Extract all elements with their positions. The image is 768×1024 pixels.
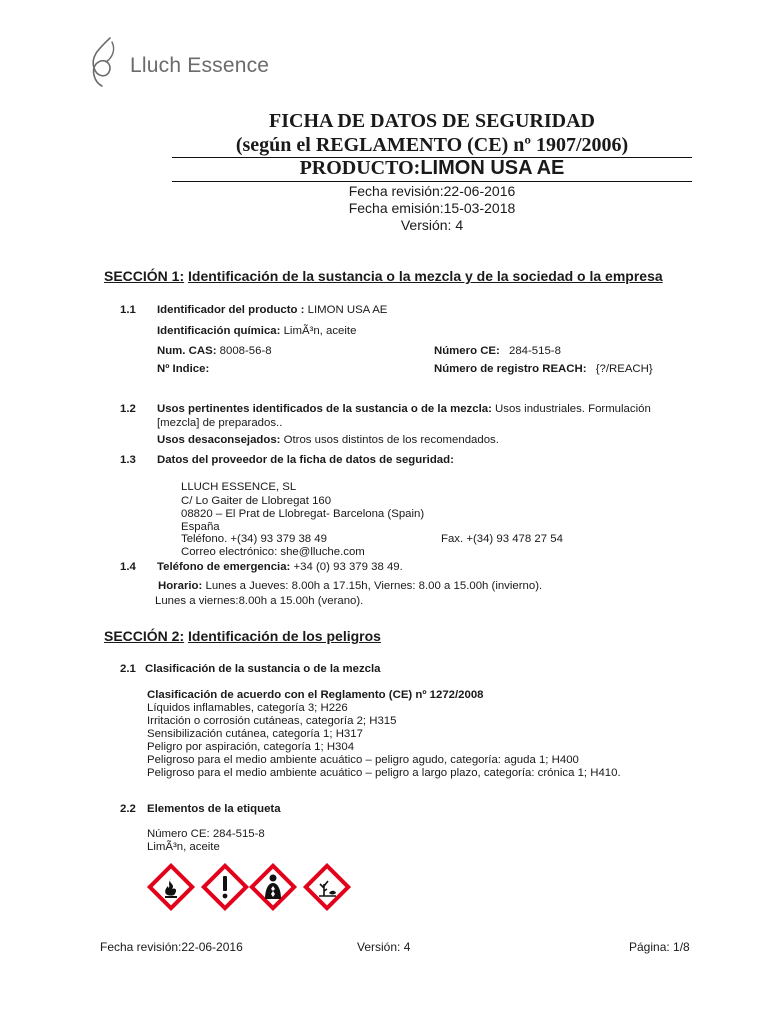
identified-uses-label: Usos pertinentes identificados de la sustancia o de la mezcla: bbox=[157, 403, 492, 415]
product-identifier bbox=[157, 303, 387, 318]
product-name: LIMON USA AE bbox=[420, 157, 565, 179]
discouraged-uses-value: Otros usos distintos de los recomendados. bbox=[283, 434, 499, 446]
discouraged-uses bbox=[157, 433, 499, 448]
identified-uses-value: Usos industriales. Formulación bbox=[495, 403, 651, 415]
document-subtitle: (según el REGLAMENTO (CE) nº 1907/2006) bbox=[235, 134, 629, 156]
emergency-hours bbox=[158, 579, 542, 594]
hazard-class-item: Peligroso para el medio ambiente acuático – peligro agudo, categoría: aguda 1; H400 bbox=[147, 754, 579, 766]
index-label: Nº Indice: bbox=[157, 363, 210, 375]
emission-date: Fecha emisión:15-03-2018 bbox=[348, 200, 516, 216]
supplier-fax: Fax. +(34) 93 478 27 54 bbox=[441, 533, 563, 545]
cas-value: 8008-56-8 bbox=[219, 345, 272, 357]
emergency-phone bbox=[157, 560, 403, 575]
subsection-1-2-number: 1.2 bbox=[120, 403, 136, 415]
hazard-class-item: Peligro por aspiración, categoría 1; H304 bbox=[147, 741, 355, 753]
hazard-class-item: Líquidos inflamables, categoría 3; H226 bbox=[147, 702, 348, 714]
emergency-hours-value: Lunes a Jueves: 8.00h a 17.15h, Viernes: 8.00 a 15.00h (invierno). bbox=[205, 580, 543, 592]
hazard-class-item: Peligroso para el medio ambiente acuático – peligro a largo plazo, categoría: crónica 1; H410. bbox=[147, 767, 621, 779]
emergency-hours-summer: Lunes a viernes:8.00h a 15.00h (verano). bbox=[155, 595, 364, 607]
document-title: FICHA DE DATOS DE SEGURIDAD bbox=[269, 110, 595, 132]
reach-registration bbox=[434, 362, 653, 377]
product-heading bbox=[172, 157, 692, 180]
footer-page: Página: 1/8 bbox=[629, 940, 690, 954]
reach-value: {?/REACH} bbox=[595, 363, 653, 375]
supplier-phone: Teléfono. +(34) 93 379 38 49 bbox=[181, 533, 327, 545]
section-1-number: SECCIÓN 1: bbox=[104, 268, 185, 284]
title-rule-bottom bbox=[172, 181, 692, 182]
label-elements-label: Elementos de la etiqueta bbox=[147, 803, 281, 815]
revision-date: Fecha revisión:22-06-2016 bbox=[348, 183, 516, 199]
section-2-number: SECCIÓN 2: bbox=[104, 628, 185, 644]
subsection-2-1-number: 2.1 bbox=[120, 663, 136, 675]
version: Versión: 4 bbox=[400, 217, 464, 233]
supplier-address-1: C/ Lo Gaiter de Llobregat 160 bbox=[181, 495, 332, 507]
emergency-hours-label: Horario: bbox=[158, 580, 203, 592]
label-substance-name: LimÃ³n, aceite bbox=[147, 841, 220, 853]
section-2-title: Identificación de los peligros bbox=[188, 628, 381, 644]
supplier-address-2: 08820 – El Prat de Llobregat- Barcelona (Spain) bbox=[181, 508, 425, 520]
ce-label: Número CE: bbox=[434, 345, 500, 357]
chemical-identification bbox=[157, 324, 356, 339]
emergency-phone-value: +34 (0) 93 379 38 49. bbox=[293, 561, 403, 573]
exclamation-icon bbox=[200, 862, 250, 912]
classification-label: Clasificación de la sustancia o de la mezcla bbox=[145, 663, 381, 675]
product-identifier-value: LIMON USA AE bbox=[307, 304, 388, 316]
section-1-title: Identificación de la sustancia o la mezcla y de la sociedad o la empresa bbox=[188, 268, 663, 284]
cas-number bbox=[157, 344, 272, 359]
subsection-1-4-number: 1.4 bbox=[120, 561, 136, 573]
section-1-heading bbox=[104, 268, 663, 284]
section-2-heading bbox=[104, 628, 381, 644]
supplier-email: Correo electrónico: she@lluche.com bbox=[181, 546, 365, 558]
subsection-1-1-number: 1.1 bbox=[120, 304, 136, 316]
supplier-label: Datos del proveedor de la ficha de datos de seguridad: bbox=[157, 454, 454, 466]
health-hazard-icon bbox=[248, 862, 298, 912]
regulation-label: Clasificación de acuerdo con el Reglamento (CE) nº 1272/2008 bbox=[147, 689, 484, 701]
cas-label: Num. CAS: bbox=[157, 345, 217, 357]
chemical-identification-label: Identificación química: bbox=[157, 325, 281, 337]
ce-value: 284-515-8 bbox=[509, 345, 561, 357]
footer-revision: Fecha revisión:22-06-2016 bbox=[100, 940, 243, 954]
product-label: PRODUCTO: bbox=[299, 157, 421, 179]
reach-label: Número de registro REACH: bbox=[434, 363, 587, 375]
logo-mark-icon bbox=[82, 34, 126, 90]
subsection-1-3-number: 1.3 bbox=[120, 454, 136, 466]
environment-icon bbox=[302, 862, 352, 912]
supplier-country: España bbox=[181, 521, 220, 533]
identified-uses-continued: [mezcla] de preparados.. bbox=[157, 417, 283, 429]
footer-version: Versión: 4 bbox=[357, 940, 411, 954]
emergency-phone-label: Teléfono de emergencia: bbox=[157, 561, 291, 573]
hazard-class-item: Irritación o corrosión cutáneas, categoría 2; H315 bbox=[147, 715, 397, 727]
flame-icon bbox=[146, 862, 196, 912]
subsection-2-2-number: 2.2 bbox=[120, 803, 136, 815]
hazard-class-item: Sensibilización cutánea, categoría 1; H317 bbox=[147, 728, 363, 740]
supplier-company: LLUCH ESSENCE, SL bbox=[181, 481, 297, 493]
product-identifier-label: Identificador del producto : bbox=[157, 304, 305, 316]
chemical-identification-value: LimÃ³n, aceite bbox=[283, 325, 357, 337]
label-ce-number: Número CE: 284-515-8 bbox=[147, 828, 265, 840]
ce-number bbox=[434, 344, 561, 359]
discouraged-uses-label: Usos desaconsejados: bbox=[157, 434, 281, 446]
identified-uses bbox=[157, 402, 651, 417]
logo-text: Lluch Essence bbox=[130, 54, 270, 77]
